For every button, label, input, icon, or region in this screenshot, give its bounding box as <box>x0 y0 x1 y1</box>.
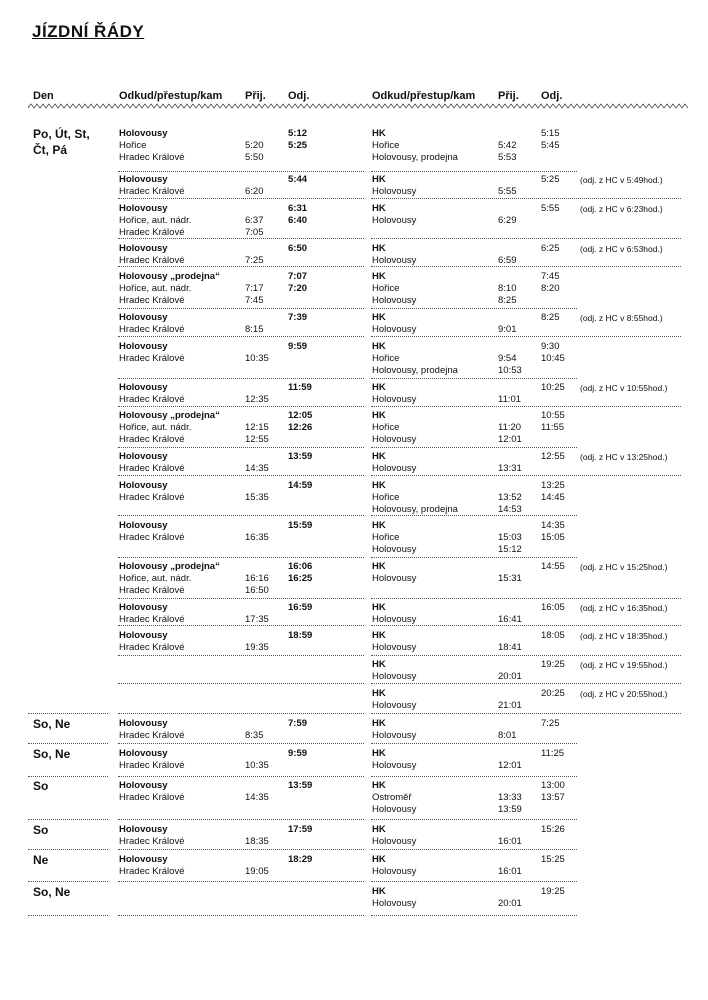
day-divider <box>28 776 108 777</box>
stop-name: Holovousy „prodejna“ <box>119 410 220 421</box>
stop-name: Holovousy <box>372 214 417 226</box>
header-departure-back: Odj. <box>541 90 563 102</box>
stop-name: Holovousy <box>119 748 168 759</box>
page-title: JÍZDNÍ ŘÁDY <box>32 22 145 41</box>
arrival-time: 16:50 <box>245 584 269 596</box>
row-divider <box>118 475 364 476</box>
stop-name: Hradec Králové <box>119 835 185 847</box>
day-divider <box>28 849 108 850</box>
stop-name: Hradec Králové <box>119 185 185 197</box>
stop-name: Hořice, aut. nádr. <box>119 572 192 584</box>
stop-name: HK <box>372 602 386 613</box>
row-divider <box>371 406 681 407</box>
departure-time: 15:59 <box>288 520 313 531</box>
header-route-out: Odkud/přestup/kam <box>119 90 223 102</box>
stop-name: Holovousy <box>119 602 168 613</box>
stop-name: Hradec Králové <box>119 491 185 503</box>
stop-name: Holovousy <box>372 759 417 771</box>
stop-name: Holovousy <box>372 803 417 815</box>
departure-time: 9:59 <box>288 341 308 352</box>
stop-name: Holovousy <box>372 294 417 306</box>
row-divider <box>371 776 577 777</box>
stop-name: Holovousy <box>119 203 168 214</box>
stop-name: Hradec Králové <box>119 352 185 364</box>
row-divider <box>118 406 364 407</box>
stop-name: Hradec Králové <box>119 294 185 306</box>
stop-name: Hořice <box>372 352 400 364</box>
stop-name: Holovousy <box>372 865 417 877</box>
header-day: Den <box>33 90 54 102</box>
departure-time: 14:45 <box>541 491 565 503</box>
stop-name: Hradec Králové <box>119 226 185 238</box>
departure-time: 7:20 <box>288 282 308 294</box>
stop-name: HK <box>372 748 386 759</box>
row-divider <box>371 336 681 337</box>
arrival-time: 11:01 <box>498 393 522 405</box>
row-divider <box>118 915 364 916</box>
arrival-time: 8:01 <box>498 729 517 741</box>
departure-time: 8:20 <box>541 282 560 294</box>
stop-name: HK <box>372 886 386 897</box>
stop-name: Holovousy <box>372 185 417 197</box>
departure-time: 15:05 <box>541 531 565 543</box>
row-divider <box>118 743 364 744</box>
arrival-time: 12:15 <box>245 421 269 433</box>
stop-name: Holovousy <box>372 835 417 847</box>
departure-time: 13:57 <box>541 791 565 803</box>
day-label: Po, Út, St, <box>33 127 90 141</box>
departure-time: 6:40 <box>288 214 308 226</box>
arrival-time: 7:25 <box>245 254 264 266</box>
stop-name: HK <box>372 128 386 139</box>
departure-time: 12:26 <box>288 421 313 433</box>
arrival-time: 6:20 <box>245 185 264 197</box>
arrival-time: 18:41 <box>498 641 522 653</box>
arrival-time: 14:35 <box>245 462 269 474</box>
day-divider <box>28 743 108 744</box>
day-divider <box>28 819 108 820</box>
arrival-time: 19:05 <box>245 865 269 877</box>
day-label: So, Ne <box>33 747 71 761</box>
departure-time: 7:45 <box>541 271 560 282</box>
arrival-time: 6:37 <box>245 214 264 226</box>
arrival-time: 16:01 <box>498 835 522 847</box>
stop-name: Holovousy <box>119 382 168 393</box>
arrival-time: 5:55 <box>498 185 517 197</box>
stop-name: Holovousy <box>372 572 417 584</box>
departure-time: 5:25 <box>541 174 560 185</box>
header-arrival-out: Přij. <box>245 90 266 102</box>
departure-time: 18:59 <box>288 630 313 641</box>
row-divider <box>118 308 364 309</box>
arrival-time: 15:12 <box>498 543 522 555</box>
departure-time: 7:25 <box>541 718 560 729</box>
stop-name: Holovousy <box>372 729 417 741</box>
connection-note: (odj. z HC v 6:53hod.) <box>580 244 663 254</box>
row-divider <box>371 475 681 476</box>
stop-name: HK <box>372 854 386 865</box>
arrival-time: 13:52 <box>498 491 522 503</box>
row-divider <box>371 881 577 882</box>
stop-name: Hradec Králové <box>119 865 185 877</box>
departure-time: 15:25 <box>541 854 565 865</box>
day-label: So <box>33 823 49 837</box>
stop-name: Holovousy <box>372 462 417 474</box>
stop-name: Hradec Králové <box>119 759 185 771</box>
departure-time: 5:15 <box>541 128 560 139</box>
departure-time: 12:05 <box>288 410 313 421</box>
arrival-time: 15:31 <box>498 572 522 584</box>
row-divider <box>371 915 577 916</box>
departure-time: 13:25 <box>541 480 565 491</box>
stop-name: Hradec Králové <box>119 254 185 266</box>
row-divider <box>118 171 364 172</box>
stop-name: HK <box>372 561 386 572</box>
stop-name: Holovousy, prodejna <box>372 364 458 376</box>
departure-time: 7:59 <box>288 718 308 729</box>
connection-note: (odj. z HC v 19:55hod.) <box>580 660 668 670</box>
stop-name: HK <box>372 824 386 835</box>
departure-time: 14:59 <box>288 480 313 491</box>
arrival-time: 19:35 <box>245 641 269 653</box>
stop-name: HK <box>372 688 386 699</box>
departure-time: 13:59 <box>288 780 313 791</box>
stop-name: HK <box>372 520 386 531</box>
connection-note: (odj. z HC v 18:35hod.) <box>580 631 668 641</box>
departure-time: 20:25 <box>541 688 565 699</box>
departure-time: 10:25 <box>541 382 565 393</box>
arrival-time: 10:35 <box>245 759 269 771</box>
connection-note: (odj. z HC v 8:55hod.) <box>580 313 663 323</box>
departure-time: 9:30 <box>541 341 560 352</box>
arrival-time: 8:35 <box>245 729 264 741</box>
departure-time: 5:55 <box>541 203 560 214</box>
arrival-time: 10:53 <box>498 364 522 376</box>
arrival-time: 7:45 <box>245 294 264 306</box>
arrival-time: 5:50 <box>245 151 264 163</box>
stop-name: HK <box>372 341 386 352</box>
stop-name: Holovousy <box>372 897 417 909</box>
stop-name: Holovousy <box>119 854 168 865</box>
stop-name: Holovousy <box>119 480 168 491</box>
stop-name: Hradec Králové <box>119 584 185 596</box>
header-route-back: Odkud/přestup/kam <box>372 90 476 102</box>
row-divider <box>371 743 577 744</box>
departure-time: 5:12 <box>288 128 308 139</box>
row-divider <box>371 198 681 199</box>
departure-time: 11:55 <box>541 421 565 433</box>
stop-name: Ostroměř <box>372 791 412 803</box>
row-divider <box>118 625 364 626</box>
departure-time: 6:50 <box>288 243 308 254</box>
stop-name: HK <box>372 243 386 254</box>
stop-name: Holovousy, prodejna <box>372 151 458 163</box>
connection-note: (odj. z HC v 15:25hod.) <box>580 562 668 572</box>
departure-time: 15:26 <box>541 824 565 835</box>
departure-time: 6:25 <box>541 243 560 254</box>
stop-name: Holovousy <box>119 128 168 139</box>
arrival-time: 13:59 <box>498 803 522 815</box>
departure-time: 14:35 <box>541 520 565 531</box>
row-divider <box>371 515 577 516</box>
arrival-time: 6:59 <box>498 254 517 266</box>
arrival-time: 10:35 <box>245 352 269 364</box>
stop-name: Holovousy <box>119 451 168 462</box>
stop-name: Holovousy <box>372 323 417 335</box>
departure-time: 18:05 <box>541 630 565 641</box>
row-divider <box>118 266 364 267</box>
arrival-time: 15:35 <box>245 491 269 503</box>
departure-time: 16:05 <box>541 602 565 613</box>
row-divider <box>118 683 364 684</box>
row-divider <box>371 557 577 558</box>
connection-note: (odj. z HC v 10:55hod.) <box>580 383 668 393</box>
arrival-time: 5:42 <box>498 139 517 151</box>
arrival-time: 13:31 <box>498 462 522 474</box>
stop-name: Holovousy <box>119 630 168 641</box>
header-departure-out: Odj. <box>288 90 310 102</box>
header-arrival-back: Přij. <box>498 90 519 102</box>
connection-note: (odj. z HC v 20:55hod.) <box>580 689 668 699</box>
stop-name: HK <box>372 630 386 641</box>
stop-name: Holovousy „prodejna“ <box>119 561 220 572</box>
row-divider <box>118 776 364 777</box>
stop-name: Hradec Králové <box>119 393 185 405</box>
stop-name: Holovousy <box>119 718 168 729</box>
stop-name: Hořice, aut. nádr. <box>119 421 192 433</box>
arrival-time: 18:35 <box>245 835 269 847</box>
arrival-time: 16:41 <box>498 613 522 625</box>
stop-name: Hořice <box>372 421 400 433</box>
departure-time: 7:07 <box>288 271 308 282</box>
row-divider <box>371 308 577 309</box>
departure-time: 5:44 <box>288 174 308 185</box>
arrival-time: 15:03 <box>498 531 522 543</box>
stop-name: Hradec Králové <box>119 791 185 803</box>
departure-time: 6:31 <box>288 203 308 214</box>
stop-name: Hořice <box>372 491 400 503</box>
stop-name: Holovousy <box>372 613 417 625</box>
row-divider <box>371 625 681 626</box>
stop-name: Hradec Králové <box>119 323 185 335</box>
stop-name: Hradec Králové <box>119 729 185 741</box>
arrival-time: 17:35 <box>245 613 269 625</box>
row-divider <box>118 447 364 448</box>
departure-time: 11:59 <box>288 382 312 393</box>
stop-name: HK <box>372 203 386 214</box>
departure-time: 9:59 <box>288 748 308 759</box>
arrival-time: 8:25 <box>498 294 517 306</box>
departure-time: 10:45 <box>541 352 565 364</box>
stop-name: Holovousy <box>372 699 417 711</box>
row-divider <box>118 515 364 516</box>
arrival-time: 13:33 <box>498 791 522 803</box>
row-divider <box>118 849 364 850</box>
stop-name: HK <box>372 480 386 491</box>
row-divider <box>118 378 364 379</box>
connection-note: (odj. z HC v 6:23hod.) <box>580 204 663 214</box>
stop-name: Hradec Králové <box>119 613 185 625</box>
stop-name: Holovousy <box>119 312 168 323</box>
arrival-time: 9:54 <box>498 352 517 364</box>
stop-name: Holovousy, prodejna <box>372 503 458 515</box>
day-divider <box>28 915 108 916</box>
row-divider <box>118 881 364 882</box>
stop-name: HK <box>372 174 386 185</box>
stop-name: Holovousy <box>372 254 417 266</box>
row-divider <box>118 557 364 558</box>
arrival-time: 16:35 <box>245 531 269 543</box>
connection-note: (odj. z HC v 5:49hod.) <box>580 175 663 185</box>
departure-time: 11:25 <box>541 748 565 759</box>
stop-name: HK <box>372 382 386 393</box>
stop-name: HK <box>372 312 386 323</box>
row-divider <box>118 238 364 239</box>
arrival-time: 12:01 <box>498 759 522 771</box>
stop-name: Holovousy <box>119 520 168 531</box>
arrival-time: 20:01 <box>498 670 522 682</box>
row-divider <box>371 238 681 239</box>
stop-name: HK <box>372 718 386 729</box>
departure-time: 10:55 <box>541 410 565 421</box>
row-divider <box>371 378 577 379</box>
day-divider <box>28 881 108 882</box>
arrival-time: 14:35 <box>245 791 269 803</box>
stop-name: Hradec Králové <box>119 531 185 543</box>
departure-time: 19:25 <box>541 659 565 670</box>
connection-note: (odj. z HC v 16:35hod.) <box>580 603 668 613</box>
stop-name: Holovousy <box>372 433 417 445</box>
arrival-time: 11:20 <box>498 421 522 433</box>
departure-time: 13:59 <box>288 451 313 462</box>
arrival-time: 8:15 <box>245 323 264 335</box>
row-divider <box>371 598 681 599</box>
day-label: So, Ne <box>33 717 71 731</box>
stop-name: HK <box>372 659 386 670</box>
departure-time: 14:55 <box>541 561 565 572</box>
stop-name: Holovousy <box>372 393 417 405</box>
departure-time: 18:29 <box>288 854 313 865</box>
stop-name: Hořice, aut. nádr. <box>119 282 192 294</box>
arrival-time: 12:01 <box>498 433 522 445</box>
stop-name: Hořice <box>372 139 400 151</box>
stop-name: HK <box>372 271 386 282</box>
arrival-time: 14:53 <box>498 503 522 515</box>
stop-name: HK <box>372 410 386 421</box>
stop-name: Holovousy <box>119 243 168 254</box>
row-divider <box>371 171 577 172</box>
header-divider <box>28 102 688 110</box>
stop-name: Holovousy <box>372 543 417 555</box>
connection-note: (odj. z HC v 13:25hod.) <box>580 452 668 462</box>
stop-name: Holovousy <box>372 641 417 653</box>
departure-time: 16:59 <box>288 602 313 613</box>
arrival-time: 5:53 <box>498 151 517 163</box>
departure-time: 5:25 <box>288 139 308 151</box>
stop-name: Hořice <box>372 531 400 543</box>
arrival-time: 9:01 <box>498 323 517 335</box>
departure-time: 13:00 <box>541 780 565 791</box>
stop-name: Hořice <box>119 139 147 151</box>
stop-name: Hradec Králové <box>119 433 185 445</box>
arrival-time: 12:35 <box>245 393 269 405</box>
stop-name: Hradec Králové <box>119 151 185 163</box>
stop-name: HK <box>372 780 386 791</box>
arrival-time: 8:10 <box>498 282 517 294</box>
day-label: So, Ne <box>33 885 71 899</box>
row-divider <box>118 198 364 199</box>
day-label: So <box>33 779 49 793</box>
departure-time: 16:06 <box>288 561 313 572</box>
row-divider <box>371 683 681 684</box>
row-divider <box>118 336 364 337</box>
departure-time: 19:25 <box>541 886 565 897</box>
row-divider <box>118 598 364 599</box>
arrival-time: 6:29 <box>498 214 517 226</box>
day-label: Čt, Pá <box>33 143 68 157</box>
row-divider <box>371 819 577 820</box>
row-divider <box>371 655 681 656</box>
day-divider <box>28 713 108 714</box>
arrival-time: 21:01 <box>498 699 522 711</box>
stop-name: HK <box>372 451 386 462</box>
arrival-time: 7:17 <box>245 282 264 294</box>
day-label: Ne <box>33 853 49 867</box>
row-divider <box>371 447 577 448</box>
arrival-time: 16:16 <box>245 572 269 584</box>
departure-time: 16:25 <box>288 572 313 584</box>
row-divider <box>371 849 577 850</box>
row-divider <box>118 819 364 820</box>
stop-name: Hradec Králové <box>119 462 185 474</box>
row-divider <box>118 713 364 714</box>
departure-time: 17:59 <box>288 824 313 835</box>
departure-time: 12:55 <box>541 451 565 462</box>
stop-name: Holovousy <box>119 174 168 185</box>
departure-time: 7:39 <box>288 312 308 323</box>
stop-name: Hořice, aut. nádr. <box>119 214 192 226</box>
row-divider <box>371 713 681 714</box>
row-divider <box>371 266 681 267</box>
arrival-time: 12:55 <box>245 433 269 445</box>
stop-name: Holovousy <box>119 824 168 835</box>
stop-name: Holovousy <box>119 780 168 791</box>
departure-time: 5:45 <box>541 139 560 151</box>
departure-time: 8:25 <box>541 312 560 323</box>
arrival-time: 20:01 <box>498 897 522 909</box>
arrival-time: 16:01 <box>498 865 522 877</box>
stop-name: Hořice <box>372 282 400 294</box>
row-divider <box>118 655 364 656</box>
stop-name: Holovousy „prodejna“ <box>119 271 220 282</box>
arrival-time: 5:20 <box>245 139 264 151</box>
stop-name: Holovousy <box>372 670 417 682</box>
arrival-time: 7:05 <box>245 226 264 238</box>
stop-name: Holovousy <box>119 341 168 352</box>
stop-name: Hradec Králové <box>119 641 185 653</box>
